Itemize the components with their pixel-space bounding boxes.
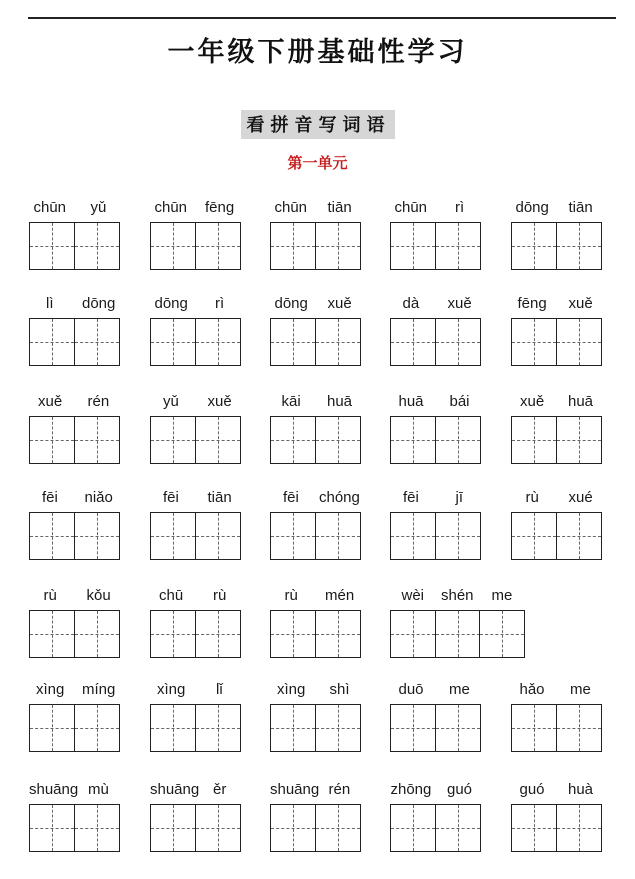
writing-grid <box>150 610 239 658</box>
pinyin-syllable: chóng <box>319 489 360 506</box>
character-box[interactable] <box>315 222 361 270</box>
character-box[interactable] <box>29 416 75 464</box>
character-box[interactable] <box>479 610 525 658</box>
pinyin-syllable: xuě <box>447 295 472 312</box>
character-box[interactable] <box>390 704 436 752</box>
character-box[interactable] <box>270 610 316 658</box>
character-box[interactable] <box>29 318 75 366</box>
character-box[interactable] <box>270 512 316 560</box>
pinyin-syllable: lǐ <box>216 681 223 698</box>
writing-grid <box>270 416 359 464</box>
pinyin-syllable: chūn <box>154 199 188 216</box>
unit-heading: 第一单元 <box>287 154 348 172</box>
pinyin-syllable: xuě <box>207 393 232 410</box>
character-box[interactable] <box>315 610 361 658</box>
pinyin-syllable: kǒu <box>86 587 111 604</box>
pinyin-syllable: rù <box>43 587 57 604</box>
writing-grid <box>29 222 118 270</box>
writing-grid <box>511 318 600 366</box>
pinyin-syllable: fēi <box>163 489 179 506</box>
character-box[interactable] <box>270 804 316 852</box>
pinyin-syllable: huā <box>327 393 353 410</box>
writing-grid <box>390 318 479 366</box>
character-box[interactable] <box>195 416 241 464</box>
character-box[interactable] <box>29 704 75 752</box>
pinyin-syllable: yǔ <box>90 199 107 216</box>
pinyin-syllable: huā <box>398 393 424 410</box>
character-box[interactable] <box>74 318 120 366</box>
pinyin-syllable: guó <box>519 781 545 798</box>
character-box[interactable] <box>556 318 602 366</box>
pinyin-syllable: me <box>449 681 470 698</box>
pinyin-syllable: fēi <box>42 489 58 506</box>
pinyin-syllable: chūn <box>274 199 308 216</box>
character-box[interactable] <box>150 318 196 366</box>
pinyin-syllable: shuāng <box>150 781 200 798</box>
pinyin-syllable: mù <box>88 781 109 798</box>
character-box[interactable] <box>195 610 241 658</box>
writing-grid <box>150 416 239 464</box>
pinyin-syllable: shuāng <box>29 781 79 798</box>
pinyin-syllable: shuāng <box>270 781 320 798</box>
character-box[interactable] <box>315 704 361 752</box>
writing-grid <box>29 610 118 658</box>
writing-grid <box>270 610 359 658</box>
pinyin-syllable: zhōng <box>390 781 432 798</box>
pinyin-syllable: shì <box>329 681 350 698</box>
character-box[interactable] <box>74 512 120 560</box>
pinyin-syllable: xìng <box>36 681 65 698</box>
pinyin-syllable: xuě <box>38 393 63 410</box>
character-box[interactable] <box>195 318 241 366</box>
pinyin-syllable: dōng <box>82 295 116 312</box>
character-box[interactable] <box>74 610 120 658</box>
character-box[interactable] <box>435 512 481 560</box>
character-box[interactable] <box>150 704 196 752</box>
character-box[interactable] <box>556 704 602 752</box>
pinyin-syllable: dōng <box>154 295 188 312</box>
character-box[interactable] <box>511 318 557 366</box>
character-box[interactable] <box>74 416 120 464</box>
writing-grid <box>270 512 359 560</box>
character-box[interactable] <box>315 512 361 560</box>
subtitle-container <box>0 110 635 139</box>
writing-grid <box>390 222 479 270</box>
pinyin-syllable: hǎo <box>519 681 545 698</box>
character-box[interactable] <box>150 512 196 560</box>
character-box[interactable] <box>390 416 436 464</box>
character-box[interactable] <box>435 804 481 852</box>
pinyin-syllable: chūn <box>33 199 67 216</box>
pinyin-syllable: rù <box>525 489 539 506</box>
character-box[interactable] <box>74 704 120 752</box>
character-box[interactable] <box>195 704 241 752</box>
top-rule <box>28 17 616 19</box>
character-box[interactable] <box>556 222 602 270</box>
writing-grid <box>150 704 239 752</box>
pinyin-syllable: rì <box>455 199 465 216</box>
pinyin-syllable: kāi <box>281 393 301 410</box>
page-title: 一年级下册基础性学习 <box>167 37 468 68</box>
pinyin-syllable: xuě <box>520 393 545 410</box>
character-box[interactable] <box>511 222 557 270</box>
pinyin-syllable: rù <box>213 587 227 604</box>
character-box[interactable] <box>195 804 241 852</box>
pinyin-syllable: rén <box>328 781 351 798</box>
writing-grid <box>29 804 118 852</box>
pinyin-syllable: fēng <box>517 295 547 312</box>
pinyin-syllable: mén <box>325 587 355 604</box>
writing-grid <box>270 704 359 752</box>
pinyin-syllable: tiān <box>568 199 593 216</box>
pinyin-syllable: wèi <box>401 587 425 604</box>
character-box[interactable] <box>270 416 316 464</box>
character-box[interactable] <box>435 610 481 658</box>
writing-grid <box>390 704 479 752</box>
pinyin-syllable: fēi <box>283 489 299 506</box>
pinyin-syllable: dōng <box>274 295 308 312</box>
writing-grid <box>150 222 239 270</box>
character-box[interactable] <box>29 512 75 560</box>
writing-grid <box>29 704 118 752</box>
pinyin-syllable: me <box>491 587 513 604</box>
character-box[interactable] <box>390 610 436 658</box>
pinyin-syllable: rì <box>215 295 225 312</box>
pinyin-syllable: dōng <box>515 199 549 216</box>
character-box[interactable] <box>195 222 241 270</box>
writing-grid <box>150 318 239 366</box>
writing-grid <box>150 804 239 852</box>
pinyin-syllable: duō <box>398 681 424 698</box>
character-box[interactable] <box>74 804 120 852</box>
writing-grid <box>511 512 600 560</box>
character-box[interactable] <box>435 318 481 366</box>
writing-grid <box>390 512 479 560</box>
pinyin-syllable: xuě <box>327 295 352 312</box>
character-box[interactable] <box>74 222 120 270</box>
character-box[interactable] <box>511 704 557 752</box>
pinyin-syllable: bái <box>449 393 470 410</box>
writing-grid <box>29 318 118 366</box>
character-box[interactable] <box>556 804 602 852</box>
character-box[interactable] <box>511 512 557 560</box>
character-box[interactable] <box>435 222 481 270</box>
character-box[interactable] <box>150 416 196 464</box>
writing-grid <box>390 804 479 852</box>
character-box[interactable] <box>390 222 436 270</box>
pinyin-syllable: jī <box>455 489 463 506</box>
pinyin-syllable: rù <box>284 587 298 604</box>
character-box[interactable] <box>435 416 481 464</box>
pinyin-syllable: xué <box>568 489 593 506</box>
pinyin-syllable: ěr <box>213 781 227 798</box>
character-box[interactable] <box>270 704 316 752</box>
character-box[interactable] <box>390 804 436 852</box>
pinyin-syllable: yǔ <box>163 393 179 410</box>
character-box[interactable] <box>390 512 436 560</box>
character-box[interactable] <box>315 318 361 366</box>
pinyin-syllable: me <box>570 681 591 698</box>
pinyin-syllable: huà <box>568 781 594 798</box>
pinyin-syllable: xìng <box>277 681 306 698</box>
character-box[interactable] <box>29 804 75 852</box>
character-box[interactable] <box>195 512 241 560</box>
pinyin-syllable: tiān <box>327 199 352 216</box>
pinyin-syllable: xuě <box>568 295 593 312</box>
pinyin-syllable: shén <box>441 587 474 604</box>
pinyin-syllable: guó <box>447 781 473 798</box>
character-box[interactable] <box>150 222 196 270</box>
pinyin-syllable: dà <box>402 295 420 312</box>
pinyin-syllable: rén <box>87 393 110 410</box>
character-box[interactable] <box>29 222 75 270</box>
character-box[interactable] <box>270 318 316 366</box>
character-box[interactable] <box>390 318 436 366</box>
writing-grid <box>150 512 239 560</box>
pinyin-syllable: huā <box>568 393 594 410</box>
pinyin-syllable: niǎo <box>84 489 113 506</box>
writing-grid <box>390 416 479 464</box>
character-box[interactable] <box>150 804 196 852</box>
character-box[interactable] <box>511 416 557 464</box>
writing-grid <box>511 416 600 464</box>
pinyin-syllable: tiān <box>207 489 232 506</box>
writing-grid <box>270 222 359 270</box>
writing-grid <box>270 804 359 852</box>
character-box[interactable] <box>435 704 481 752</box>
writing-grid <box>29 512 118 560</box>
writing-grid <box>390 610 524 658</box>
pinyin-syllable: xìng <box>157 681 186 698</box>
character-box[interactable] <box>270 222 316 270</box>
character-box[interactable] <box>556 416 602 464</box>
writing-grid <box>511 704 600 752</box>
writing-grid <box>511 222 600 270</box>
character-box[interactable] <box>511 804 557 852</box>
pinyin-syllable: chūn <box>394 199 428 216</box>
writing-grid <box>29 416 118 464</box>
character-box[interactable] <box>315 804 361 852</box>
pinyin-syllable: fēi <box>403 489 419 506</box>
writing-grid <box>270 318 359 366</box>
pinyin-syllable: míng <box>82 681 116 698</box>
writing-grid <box>511 804 600 852</box>
pinyin-syllable: lì <box>46 295 54 312</box>
character-box[interactable] <box>29 610 75 658</box>
pinyin-syllable: fēng <box>205 199 235 216</box>
character-box[interactable] <box>315 416 361 464</box>
pinyin-syllable: chū <box>159 587 184 604</box>
character-box[interactable] <box>556 512 602 560</box>
character-box[interactable] <box>150 610 196 658</box>
section-heading: 看拼音写词语 <box>241 110 395 139</box>
